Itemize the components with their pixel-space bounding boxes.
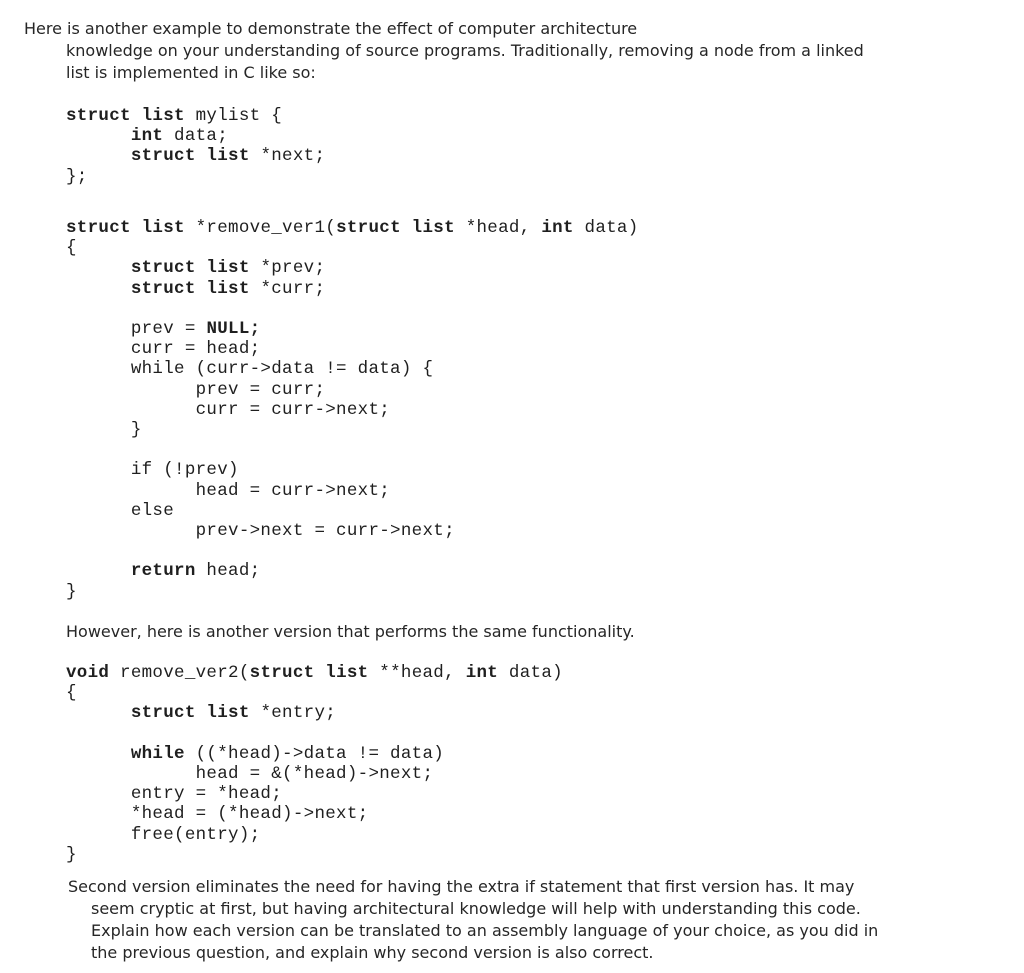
code-keyword: struct list xyxy=(130,258,250,279)
code-text: head = curr->next; xyxy=(195,480,391,501)
code-keyword: struct list xyxy=(66,106,185,126)
code-text: *curr; xyxy=(249,278,326,299)
code-remove-ver2 xyxy=(66,663,563,865)
code-keyword: struct list xyxy=(130,146,250,167)
code-text: else xyxy=(130,500,175,521)
code-text: prev = xyxy=(130,319,207,340)
code-text: prev = curr; xyxy=(195,379,326,400)
outro-line-1: Second version eliminates the need for having the extra if statement that first version has. It may xyxy=(68,877,855,896)
code-keyword: void xyxy=(66,663,110,683)
code-text: }; xyxy=(66,166,88,187)
code-keyword: NULL; xyxy=(206,319,261,340)
code-text: while (curr->data != data) { xyxy=(130,359,434,380)
intro-line-1: Here is another example to demonstrate the effect of computer architecture xyxy=(24,19,638,38)
code-text: free(entry); xyxy=(130,824,261,845)
code-text: *entry; xyxy=(249,703,337,724)
code-text: *remove_ver1( xyxy=(184,218,337,238)
code-text: data) xyxy=(498,663,563,683)
code-text: mylist { xyxy=(184,106,283,126)
outro-line-3: Explain how each version can be translated to an assembly language of your choice, as you did in xyxy=(91,921,879,940)
code-text: } xyxy=(66,844,77,865)
outro-line-4: the previous question, and explain why second version is also correct. xyxy=(91,943,654,962)
code-text: data) xyxy=(573,218,639,238)
intro-line-3: list is implemented in C like so: xyxy=(66,63,316,82)
code-text: *head, xyxy=(454,218,542,238)
code-keyword: struct list xyxy=(249,663,369,683)
code-text: remove_ver2( xyxy=(109,663,250,683)
code-keyword: int xyxy=(130,126,164,147)
code-text: *next; xyxy=(249,146,326,167)
code-text: *prev; xyxy=(249,258,326,279)
code-text: entry = *head; xyxy=(130,784,283,805)
code-text: data; xyxy=(163,126,229,147)
code-keyword: int xyxy=(465,663,499,683)
code-struct-definition xyxy=(66,106,325,187)
code-text: curr = curr->next; xyxy=(195,399,391,420)
outro-line-2: seem cryptic at first, but having architectural knowledge will help with understanding this code. xyxy=(91,899,861,918)
code-text: prev->next = curr->next; xyxy=(195,521,455,542)
code-text: **head, xyxy=(368,663,466,683)
code-text: if (!prev) xyxy=(130,460,239,481)
code-keyword: struct list xyxy=(336,218,455,238)
code-keyword: struct list xyxy=(130,278,250,299)
code-text: curr = head; xyxy=(130,339,261,360)
code-text: head = &(*head)->next; xyxy=(195,764,434,785)
code-keyword: while xyxy=(130,743,185,764)
code-keyword: struct list xyxy=(130,703,250,724)
code-text: { xyxy=(66,683,77,704)
code-text: } xyxy=(66,581,77,602)
intro-line-2: knowledge on your understanding of source programs. Traditionally, removing a node from a linked xyxy=(66,41,864,60)
code-text: *head = (*head)->next; xyxy=(130,804,369,825)
code-text: } xyxy=(130,420,142,441)
code-remove-ver1 xyxy=(66,218,639,602)
code-keyword: return xyxy=(130,561,196,582)
code-keyword: struct list xyxy=(66,218,185,238)
code-text: { xyxy=(66,238,77,259)
code-text: ((*head)->data != data) xyxy=(184,743,445,764)
code-text: head; xyxy=(195,561,261,582)
code-keyword: int xyxy=(541,218,574,238)
middle-text: However, here is another version that performs the same functionality. xyxy=(66,622,635,641)
